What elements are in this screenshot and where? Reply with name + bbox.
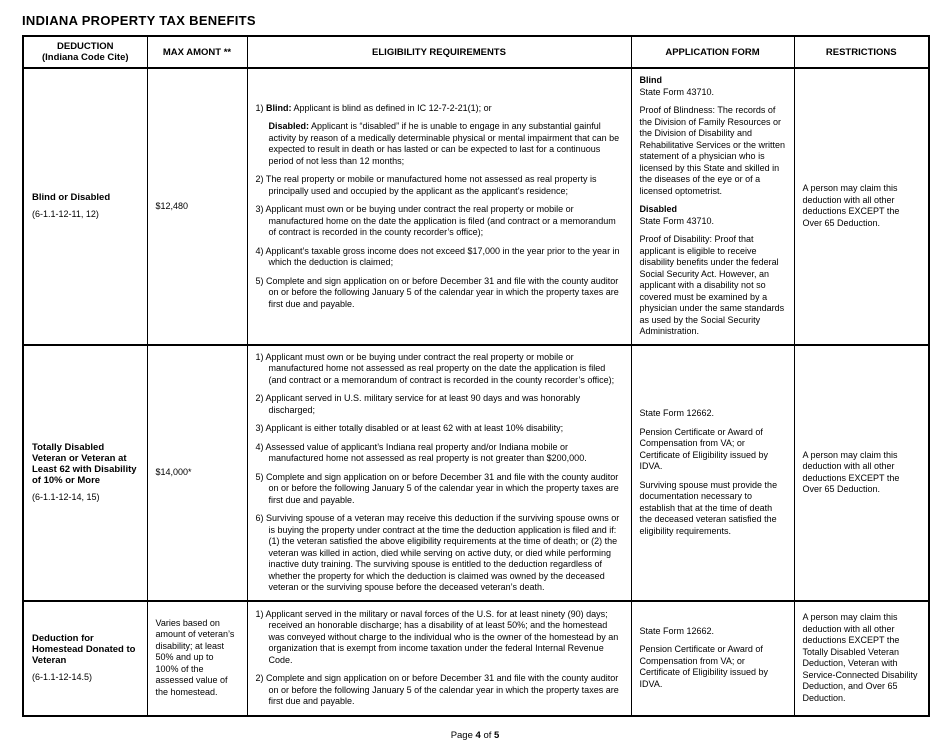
- paragraph: 2) The real property or mobile or manufactured home not assessed as real property is principally used and occupied by the applicant as the applicant’s residence;: [255, 174, 597, 196]
- eligibility-cell: [247, 601, 631, 716]
- deduction-name: Blind or Disabled: [32, 192, 111, 203]
- table-row: [23, 601, 929, 716]
- deduction-cell: [23, 68, 147, 345]
- paragraph: 4) Applicant’s taxable gross income does not exceed $17,000 in the year prior to the year in which the deduction is claimed;: [255, 245, 620, 267]
- application-form-cell: [631, 345, 794, 601]
- max-amount-cell: [147, 601, 247, 716]
- max-amount-cell: [147, 68, 247, 345]
- paragraph: Pension Certificate or Award of Compensation from VA; or Certificate of Eligibility issued by IDVA.: [639, 644, 769, 689]
- restrictions-text: A person may claim this deduction with all other deductions EXCEPT the Totally Disabled Veteran Deduction, Veteran with Service-Connected Disability Deduction, and Over 65 Deduction.: [802, 612, 918, 703]
- eligibility-cell: [247, 345, 631, 601]
- restrictions-cell: [794, 68, 929, 345]
- deduction-cell: [23, 345, 147, 601]
- header-eligibility: ELIGIBILITY REQUIREMENTS: [247, 36, 631, 68]
- paragraph: 6) Surviving spouse of a veteran may receive this deduction if the surviving spouse owns or is buying the property under contract at the time the deduction application is filed and if: (1) the veteran satisfied the above eligibility requirements at the time of death; or (2) the veteran was killed in action, died while serving on active duty, or died while performing inactive duty training. The surviving spouse is entitled to the deduction regardless of whether the property for which the deduction is claimed was owned by the deceased veteran or the surviving spouse before the deceased veteran’s death.: [255, 513, 620, 592]
- eligibility-list: [256, 103, 623, 311]
- paragraph: Disabled State Form 43710.: [639, 204, 715, 226]
- paragraph: 1) Blind: Applicant is blind as defined in IC 12-7-2-21(1); or: [255, 102, 492, 113]
- deduction-cite: (6-1.1-12-11, 12): [32, 209, 99, 219]
- paragraph: State Form 12662.: [639, 408, 715, 418]
- paragraph: 1) Applicant must own or be buying under contract the real property or mobile or manufactured home not assessed as real property on the date the application is filed (and contract or a memorandum of contract is recorded in the county recorder’s office);: [255, 351, 615, 385]
- application-form-cell: [631, 68, 794, 345]
- deduction-cite: (6-1.1-12-14.5): [32, 671, 93, 682]
- table-row: [23, 345, 929, 601]
- restrictions-cell: [794, 345, 929, 601]
- paragraph: 3) Applicant must own or be buying under contract the real property or mobile or manufactured home on the date the application is filed (and contract or a memorandum of contract is recorded in the county recorder’s office);: [255, 204, 616, 237]
- max-amount-value: Varies based on amount of veteran’s disability; at least 50% and up to 100% of the assessed value of the homestead.: [155, 617, 235, 697]
- header-max-amount: MAX AMONT **: [147, 36, 247, 68]
- max-amount-value: $12,480: [155, 200, 189, 211]
- table-row: [23, 68, 929, 345]
- paragraph: 5) Complete and sign application on or before December 31 and file with the county auditor on or before the following January 5 of the calendar year in which the property taxes are first due and payable.: [255, 471, 619, 505]
- deduction-name: Deduction for Homestead Donated to Veteran: [32, 632, 136, 666]
- header-application-form: APPLICATION FORM: [631, 36, 794, 68]
- paragraph: Proof of Blindness: The records of the Division of Family Resources or the Division of Disability and Rehabilitative Services or the written statement of a physician who is licensed by this State and skilled in the diseases of the eye or of a licensed optometrist.: [639, 105, 786, 196]
- max-amount-cell: [147, 345, 247, 601]
- page-footer: [22, 730, 928, 741]
- deduction-cite: (6-1.1-12-14, 15): [32, 491, 100, 502]
- benefits-table: [22, 35, 930, 717]
- page-title: INDIANA PROPERTY TAX BENEFITS: [22, 13, 256, 28]
- application-form-list: [640, 408, 786, 537]
- table-header-row: [23, 36, 929, 68]
- paragraph: Disabled: Applicant is “disabled” if he is unable to engage in any substantial gainful activity by reason of a medically determinable physical or mental impairment that can be expected to result in death or has lasted or can be expected to last for a continuous period of not less than 12 months;: [268, 121, 620, 166]
- max-amount-value: $14,000*: [155, 466, 192, 477]
- paragraph: 2) Complete and sign application on or before December 31 and file with the county auditor on or before the following January 5 of the calendar year in which the property taxes are first due and payable.: [255, 673, 619, 706]
- paragraph: 3) Applicant is either totally disabled or at least 62 with at least 10% disability;: [255, 423, 564, 433]
- eligibility-list: [256, 352, 623, 594]
- restrictions-text: A person may claim this deduction with all other deductions EXCEPT the Over 65 Deduction.: [802, 183, 900, 228]
- footer-of-label: of: [480, 729, 495, 741]
- header-restrictions: RESTRICTIONS: [794, 36, 929, 68]
- footer-total-pages: 5: [494, 729, 500, 741]
- restrictions-cell: [794, 601, 929, 716]
- paragraph: Pension Certificate or Award of Compensation from VA; or Certificate of Eligibility issued by IDVA.: [639, 426, 769, 471]
- application-form-list: [640, 626, 786, 691]
- deduction-name: Totally Disabled Veteran or Veteran at Least 62 with Disability of 10% or More: [32, 441, 137, 486]
- application-form-cell: [631, 601, 794, 716]
- paragraph: State Form 12662.: [639, 625, 715, 636]
- footer-page-label: Page: [450, 729, 476, 741]
- paragraph: 4) Assessed value of applicant’s Indiana real property and/or Indiana mobile or manufactured home not assessed as real property is not greater than $200,000.: [255, 441, 587, 463]
- paragraph: 5) Complete and sign application on or before December 31 and file with the county auditor on or before the following January 5 of the calendar year in which the property taxes are first due and payable.: [255, 275, 619, 309]
- header-deduction: [23, 36, 147, 68]
- restrictions-text: A person may claim this deduction with all other deductions EXCEPT the Over 65 Deduction.: [802, 449, 900, 494]
- paragraph: Surviving spouse must provide the documentation necessary to establish that at the time of death the deceased veteran satisfied the eligibility requirements.: [639, 479, 778, 536]
- eligibility-cell: [247, 68, 631, 345]
- footer-page-number: 4: [475, 729, 481, 741]
- paragraph: Proof of Disability: Proof that applicant is eligible to receive disability benefits under the federal Social Security Act. However, an applicant with a disability not so covered must be examined by a physician under the same standards as used by the Social Security Administration.: [639, 234, 785, 336]
- paragraph: 2) Applicant served in U.S. military service for at least 90 days and was honorably discharged;: [255, 393, 581, 415]
- header-deduction-line1: DEDUCTION: [57, 41, 114, 52]
- paragraph: 1) Applicant served in the military or naval forces of the U.S. for at least ninety (90) days; received an honorable discharge; has a disability of at least 50%; and the homestead was conveyed without charge to the individual who is the owner of the homestead by an organization that is exempt from income taxation under the federal Internal Revenue Code.: [255, 608, 619, 665]
- deduction-cell: [23, 601, 147, 716]
- paragraph: Blind State Form 43710.: [639, 75, 715, 97]
- eligibility-list: [256, 609, 623, 708]
- application-form-list: [640, 75, 786, 338]
- header-deduction-line2: (Indiana Code Cite): [41, 52, 129, 63]
